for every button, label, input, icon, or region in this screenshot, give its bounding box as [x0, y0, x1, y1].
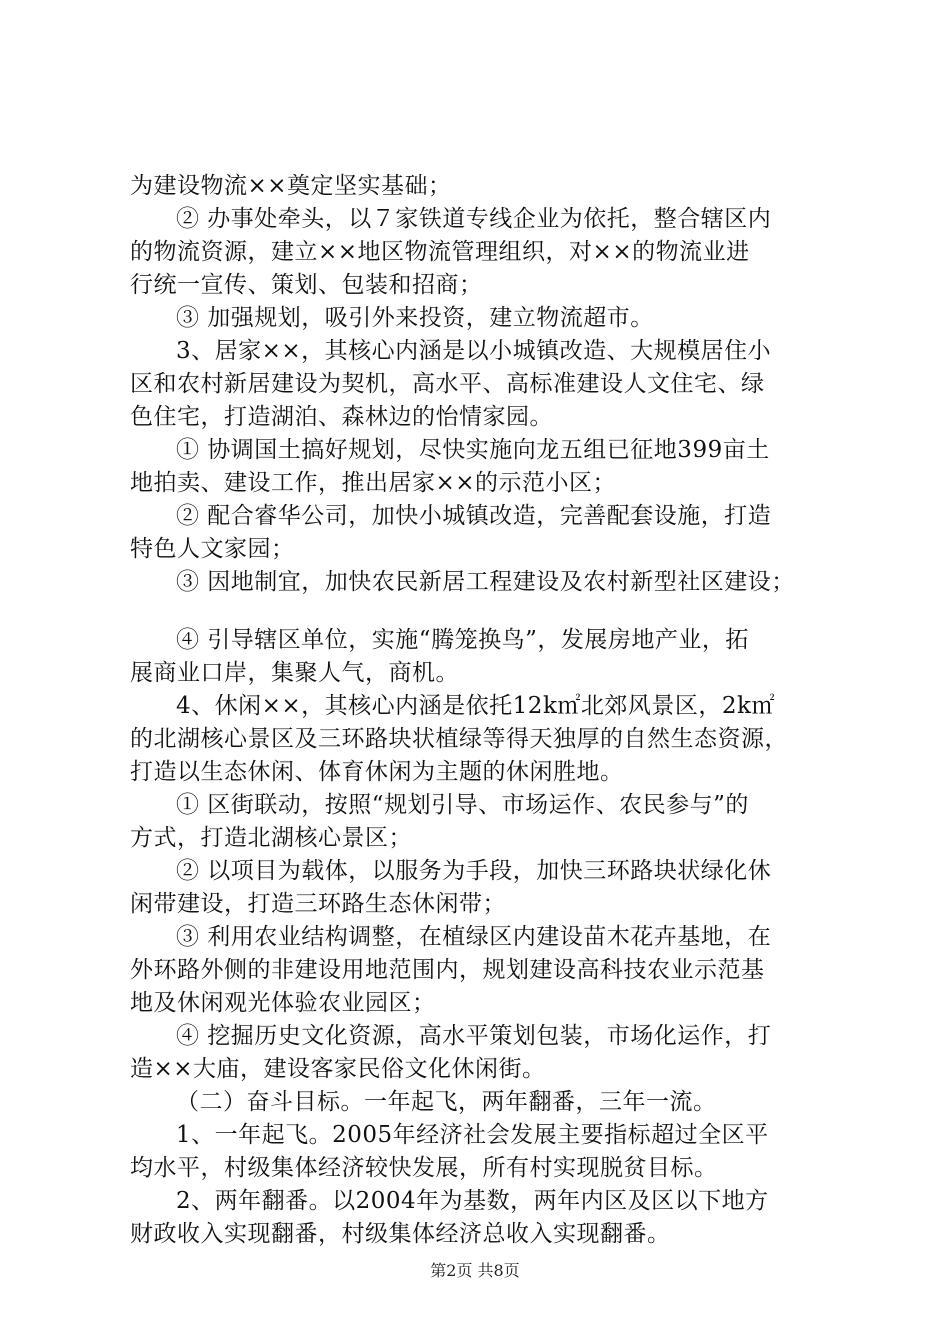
text-line: 方式，打造北湖核心景区； [130, 825, 412, 851]
text-line: 地及休闲观光体验农业园区； [130, 990, 436, 1016]
text-line: ④ 引导辖区单位，实施“腾笼换鸟”，发展房地产业，拓 [176, 627, 749, 653]
text-line: 外环路外侧的非建设用地范围内，规划建设高科技农业示范基 [130, 957, 765, 983]
text-line: 为建设物流××奠定坚实基础； [130, 173, 452, 199]
text-line: 4、休闲××，其核心内涵是依托12k㎡北郊风景区，2k㎡ [176, 693, 775, 719]
text-line: 展商业口岸，集聚人气，商机。 [130, 660, 459, 686]
text-line: ④ 挖掘历史文化资源，高水平策划包装，市场化运作，打 [176, 1023, 772, 1049]
text-line: 的物流资源，建立××地区物流管理组织，对××的物流业进 [130, 239, 750, 265]
text-line: ③ 利用农业结构调整，在植绿区内建设苗木花卉基地，在 [176, 924, 772, 950]
text-line: （二）奋斗目标。一年起飞，两年翻番，三年一流。 [176, 1089, 717, 1115]
text-line: ① 区街联动，按照“规划引导、市场运作、农民参与”的 [176, 792, 749, 818]
text-line: 区和农村新居建设为契机，高水平、高标准建设人文住宅、绿 [130, 371, 765, 397]
text-line: 1、一年起飞。2005年经济社会发展主要指标超过全区平 [176, 1122, 769, 1148]
text-line: ② 办事处牵头，以７家铁道专线企业为依托，整合辖区内 [176, 206, 772, 232]
text-line: ① 协调国土搞好规划，尽快实施向龙五组已征地399亩土 [176, 437, 770, 463]
text-line: ③ 因地制宜，加快农民新居工程建设及农村新型社区建设； [176, 569, 795, 595]
text-line: 行统一宣传、策划、包装和招商； [130, 272, 483, 298]
text-line: 色住宅，打造湖泊、森林边的怡情家园。 [130, 404, 553, 430]
text-line: 3、居家××，其核心内涵是以小城镇改造、大规模居住小 [176, 338, 772, 364]
text-line: 打造以生态休闲、体育休闲为主题的休闲胜地。 [130, 759, 624, 785]
text-line: 造××大庙，建设客家民俗文化休闲街。 [130, 1056, 546, 1082]
text-line: 的北湖核心景区及三环路块状植绿等得天独厚的自然生态资源， [130, 726, 788, 752]
text-line: ② 以项目为载体，以服务为手段，加快三环路块状绿化休 [176, 858, 772, 884]
text-line: ③ 加强规划，吸引外来投资，建立物流超市。 [176, 305, 654, 331]
text-line: 闲带建设，打造三环路生态休闲带； [130, 891, 506, 917]
text-line: 财政收入实现翻番，村级集体经济总收入实现翻番。 [130, 1221, 671, 1247]
text-line: 特色人文家园； [130, 536, 295, 562]
text-line: ② 配合睿华公司，加快小城镇改造，完善配套设施，打造 [176, 503, 772, 529]
text-line: 2、两年翻番。以2004年为基数，两年内区及区以下地方 [176, 1188, 769, 1214]
text-line: 地拍卖、建设工作，推出居家××的示范小区； [130, 470, 617, 496]
text-line: 均水平，村级集体经济较快发展，所有村实现脱贫目标。 [130, 1155, 718, 1181]
page-footer: 第2页 共8页 [430, 1261, 520, 1280]
